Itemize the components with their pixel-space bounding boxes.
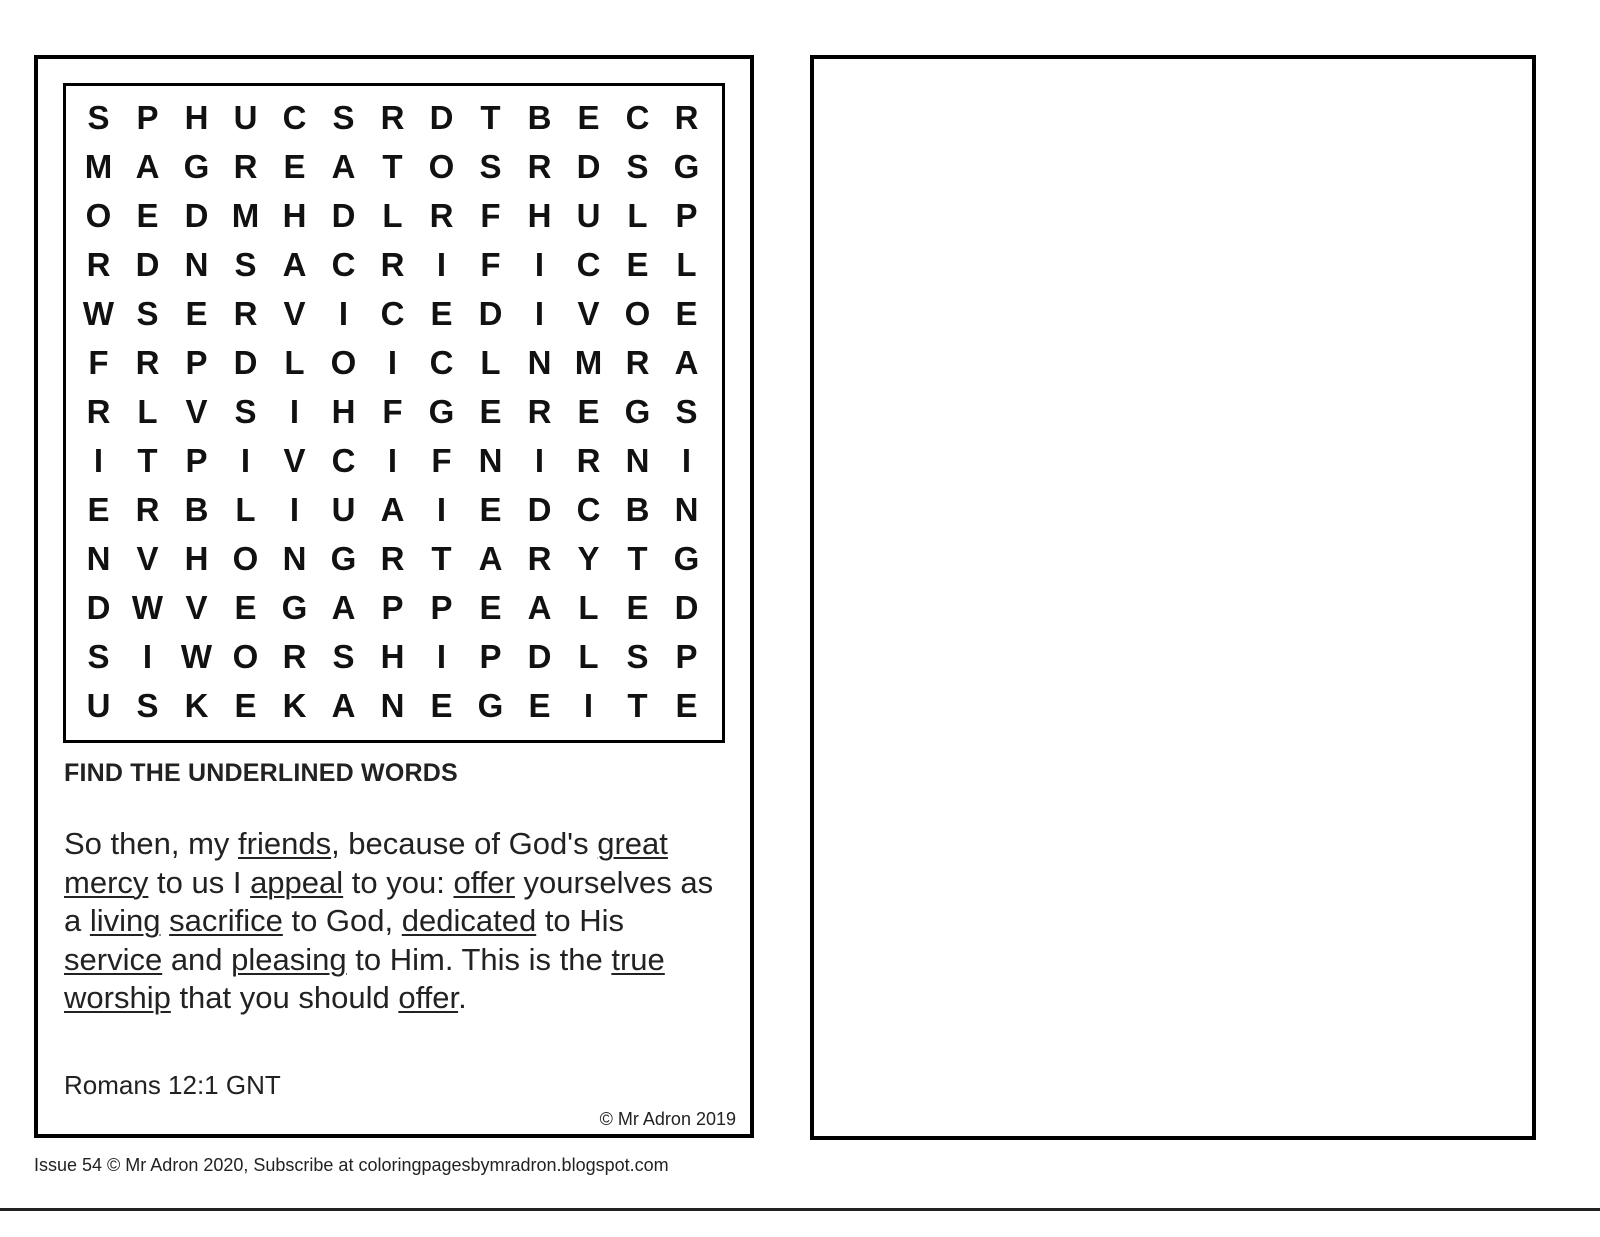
grid-letter: P (479, 638, 502, 675)
grid-letter: T (627, 687, 648, 724)
grid-letter: R (380, 99, 405, 136)
grid-letter: O (428, 148, 455, 185)
grid-letter: C (380, 295, 405, 332)
grid-letter: I (436, 638, 447, 675)
grid-letter: B (184, 491, 209, 528)
grid-letter: D (478, 295, 503, 332)
grid-letter: L (382, 197, 403, 234)
grid-letter: S (675, 393, 698, 430)
letter-grid (66, 86, 722, 740)
grid-letter: L (284, 344, 305, 381)
grid-letter: O (232, 540, 259, 577)
grid-letter: P (136, 99, 159, 136)
grid-letter: A (478, 540, 503, 577)
grid-letter: E (283, 148, 306, 185)
grid-letter: V (283, 442, 306, 479)
grid-letter: D (527, 638, 552, 675)
grid-letter: S (234, 393, 257, 430)
grid-letter: H (184, 540, 209, 577)
grid-letter: C (331, 442, 356, 479)
grid-letter: S (626, 148, 649, 185)
grid-letter: R (625, 344, 650, 381)
grid-letter: G (330, 540, 357, 577)
grid-letter: R (282, 638, 307, 675)
grid-letter: A (282, 246, 307, 283)
grid-letter: W (82, 295, 115, 332)
grid-letter: H (380, 638, 405, 675)
grid-letter: Y (577, 540, 600, 577)
verse-text: yourselves as a (64, 864, 714, 939)
grid-letter: R (86, 393, 111, 430)
grid-letter: W (180, 638, 213, 675)
grid-letter: C (429, 344, 454, 381)
grid-letter: S (234, 246, 257, 283)
grid-letter: G (183, 148, 210, 185)
grid-letter: P (675, 197, 698, 234)
grid-letter: I (534, 295, 545, 332)
grid-letter: A (674, 344, 699, 381)
grid-letter: G (477, 687, 504, 724)
verse-text (161, 903, 170, 938)
grid-letter: I (142, 638, 153, 675)
grid-letter: U (233, 99, 258, 136)
underlined-word: sacrifice (169, 903, 283, 939)
grid-letter: C (576, 491, 601, 528)
underlined-word: friends (238, 826, 332, 861)
grid-letter: R (429, 197, 454, 234)
grid-letter: I (289, 491, 300, 528)
grid-letter: C (331, 246, 356, 283)
grid-letter: R (233, 148, 258, 185)
grid-letter: E (87, 491, 110, 528)
grid-letter: I (534, 442, 545, 479)
grid-letter: F (431, 442, 452, 479)
grid-letter: E (430, 687, 453, 724)
grid-letter: T (627, 540, 648, 577)
grid-letter: G (428, 393, 455, 430)
bottom-rule (0, 1208, 1600, 1211)
underlined-word: dedicated (401, 903, 537, 939)
grid-letter: A (331, 687, 356, 724)
grid-letter: H (282, 197, 307, 234)
grid-letter: S (626, 638, 649, 675)
grid-letter: E (528, 687, 551, 724)
grid-letter: A (135, 148, 160, 185)
grid-letter: D (86, 589, 111, 626)
grid-letter: V (283, 295, 306, 332)
grid-letter: R (576, 442, 601, 479)
underlined-word: appeal (250, 864, 344, 900)
underlined-word: offer (398, 980, 459, 1016)
grid-letter: T (382, 148, 403, 185)
grid-letter: I (240, 442, 251, 479)
grid-letter: M (574, 344, 603, 381)
grid-letter: E (675, 295, 698, 332)
grid-letter: C (576, 246, 601, 283)
verse-text: , because of God's (331, 826, 598, 861)
verse-text: to us I (148, 864, 251, 900)
grid-letter: D (184, 197, 209, 234)
grid-letter: E (430, 295, 453, 332)
grid-letter: L (137, 393, 158, 430)
grid-letter: B (625, 491, 650, 528)
grid-letter: S (87, 99, 110, 136)
grid-letter: N (184, 246, 209, 283)
underlined-word: offer (453, 864, 515, 900)
grid-letter: D (135, 246, 160, 283)
grid-letter: E (185, 295, 208, 332)
puzzle-card (34, 55, 754, 1138)
grid-letter: F (382, 393, 403, 430)
grid-letter: B (527, 99, 552, 136)
grid-letter: I (338, 295, 349, 332)
grid-letter: E (479, 491, 502, 528)
grid-letter: P (185, 344, 208, 381)
grid-letter: A (331, 148, 356, 185)
grid-letter: V (185, 393, 208, 430)
grid-letter: E (234, 589, 257, 626)
verse-text: to Him. This is the (346, 941, 612, 977)
grid-letter: C (625, 99, 650, 136)
grid-letter: H (184, 99, 209, 136)
grid-letter: F (88, 344, 109, 381)
grid-letter: G (624, 393, 651, 430)
grid-letter: F (480, 246, 501, 283)
grid-letter: O (624, 295, 651, 332)
grid-letter: P (381, 589, 404, 626)
grid-letter: E (479, 589, 502, 626)
grid-letter: K (184, 687, 209, 724)
underlined-word: true (611, 941, 665, 977)
grid-letter: I (583, 687, 594, 724)
grid-letter: N (86, 540, 111, 577)
grid-letter: T (431, 540, 452, 577)
grid-letter: I (534, 246, 545, 283)
grid-letter: P (430, 589, 453, 626)
grid-letter: R (233, 295, 258, 332)
underlined-word: living (89, 903, 161, 939)
grid-letter: I (681, 442, 692, 479)
page-footer: Issue 54 © Mr Adron 2020, Subscribe at coloringpagesbymradron.blogspot.com (34, 1155, 669, 1175)
verse-text: to God, (282, 903, 402, 939)
grid-letter: L (676, 246, 697, 283)
grid-letter: T (480, 99, 501, 136)
underlined-word: mercy (64, 864, 149, 900)
grid-letter: D (674, 589, 699, 626)
grid-letter: V (136, 540, 159, 577)
grid-letter: S (332, 99, 355, 136)
grid-letter: L (627, 197, 648, 234)
verse-text: to His (536, 903, 625, 939)
underlined-word: service (64, 941, 163, 977)
grid-letter: I (387, 344, 398, 381)
grid-letter: E (479, 393, 502, 430)
grid-letter: U (576, 197, 601, 234)
grid-letter: E (234, 687, 257, 724)
verse-text: So then, my (64, 826, 239, 861)
grid-letter: I (436, 246, 447, 283)
grid-letter: K (282, 687, 307, 724)
grid-letter: D (429, 99, 454, 136)
grid-letter: D (576, 148, 601, 185)
grid-letter: R (380, 540, 405, 577)
grid-letter: D (233, 344, 258, 381)
grid-letter: U (86, 687, 111, 724)
bible-verse (64, 825, 724, 1018)
grid-letter: I (387, 442, 398, 479)
grid-letter: L (235, 491, 256, 528)
grid-letter: T (137, 442, 158, 479)
instructions-heading: FIND THE UNDERLINED WORDS (64, 759, 458, 787)
grid-letter: L (480, 344, 501, 381)
grid-letter: L (578, 589, 599, 626)
grid-letter: O (85, 197, 112, 234)
grid-letter: R (527, 148, 552, 185)
grid-letter: N (282, 540, 307, 577)
grid-letter: S (332, 638, 355, 675)
grid-letter: I (93, 442, 104, 479)
grid-letter: P (675, 638, 698, 675)
verse-text: . (458, 980, 467, 1016)
grid-letter: N (478, 442, 503, 479)
grid-letter: A (527, 589, 552, 626)
grid-letter: V (577, 295, 600, 332)
grid-letter: O (330, 344, 357, 381)
underlined-word: great (597, 826, 668, 861)
grid-letter: M (231, 197, 260, 234)
grid-letter: E (675, 687, 698, 724)
grid-letter: E (626, 589, 649, 626)
grid-letter: N (625, 442, 650, 479)
grid-letter: F (480, 197, 501, 234)
verse-reference: Romans 12:1 GNT (64, 1070, 281, 1100)
grid-letter: H (331, 393, 356, 430)
grid-letter: G (673, 148, 700, 185)
grid-letter: E (577, 393, 600, 430)
grid-letter: A (331, 589, 356, 626)
grid-letter: A (380, 491, 405, 528)
card-copyright: © Mr Adron 2019 (599, 1109, 736, 1129)
grid-letter: V (185, 589, 208, 626)
grid-letter: R (86, 246, 111, 283)
grid-letter: D (331, 197, 356, 234)
grid-letter: C (282, 99, 307, 136)
grid-letter: E (577, 99, 600, 136)
grid-letter: E (626, 246, 649, 283)
word-search-grid (63, 83, 725, 743)
grid-letter: H (527, 197, 552, 234)
grid-letter: I (436, 491, 447, 528)
grid-letter: M (84, 148, 113, 185)
grid-letter: S (87, 638, 110, 675)
verse-text: to you: (343, 864, 454, 900)
grid-letter: D (527, 491, 552, 528)
verse-text: and (162, 941, 232, 977)
grid-letter: E (136, 197, 159, 234)
grid-letter: W (131, 589, 164, 626)
grid-letter: R (380, 246, 405, 283)
verse-text: that you should (170, 980, 399, 1016)
grid-letter: R (527, 540, 552, 577)
grid-letter: S (136, 687, 159, 724)
grid-letter: S (479, 148, 502, 185)
grid-letter: I (289, 393, 300, 430)
grid-letter: R (135, 344, 160, 381)
grid-letter: N (527, 344, 552, 381)
grid-letter: R (135, 491, 160, 528)
grid-letter: G (281, 589, 308, 626)
grid-letter: N (674, 491, 699, 528)
blank-drawing-panel (810, 55, 1536, 1140)
grid-letter: L (578, 638, 599, 675)
grid-letter: S (136, 295, 159, 332)
underlined-word: pleasing (231, 941, 347, 977)
grid-letter: R (527, 393, 552, 430)
grid-letter: U (331, 491, 356, 528)
grid-letter: O (232, 638, 259, 675)
grid-letter: P (185, 442, 208, 479)
grid-letter: G (673, 540, 700, 577)
grid-letter: N (380, 687, 405, 724)
grid-letter: R (674, 99, 699, 136)
underlined-word: worship (64, 980, 171, 1016)
